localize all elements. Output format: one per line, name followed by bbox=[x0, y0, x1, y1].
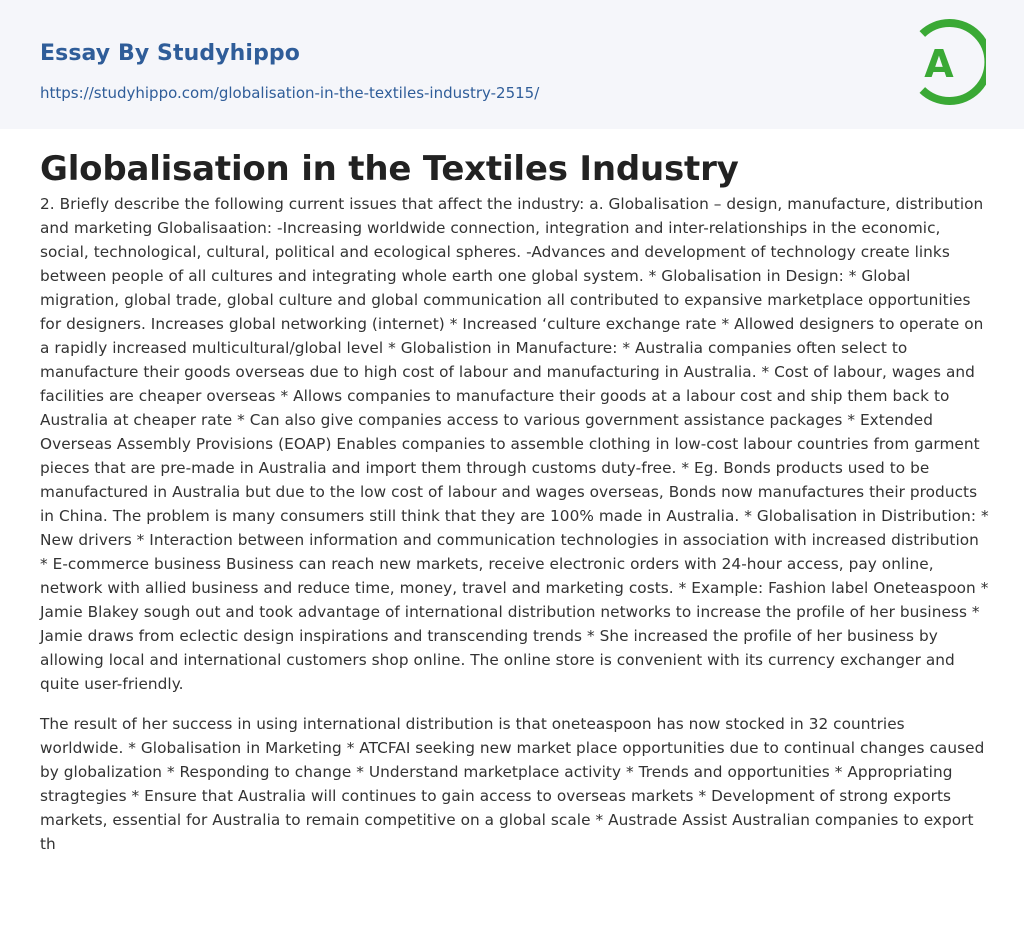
article-paragraph-2: The result of her success in using international distribution is that oneteaspoon has now stocked in 32 countries worldwide. * Globalisation in Marketing * ATCFAI seeking new market place opportunities due to continual changes caused by globalization * Responding to change * Understand marketplace activity * Trends and opportunities * Appropriating stragtegies * Ensure that Australia will continues to gain access to overseas markets * Development of strong exports markets, essential for Australia to remain competitive on a global scale * Austrade Assist Australian companies to export th bbox=[40, 715, 985, 853]
article-title: Globalisation in the Textiles Industry bbox=[40, 149, 739, 189]
site-header bbox=[0, 0, 1024, 129]
page-url-link[interactable]: https://studyhippo.com/globalisation-in-the-textiles-industry-2515/ bbox=[40, 84, 540, 102]
article bbox=[40, 129, 990, 856]
circle-a-logo-icon[interactable] bbox=[912, 19, 986, 105]
site-brand[interactable]: Essay By Studyhippo bbox=[40, 41, 300, 66]
article-paragraph-1: 2. Briefly describe the following current issues that affect the industry: a. Globalisation – design, manufacture, distribution and marketing Globalisaation: -Increasing worldwide connection, integration and inter-relationships in the economic, social, technological, cultural, political and ecological spheres. -Advances and development of technology create links between people of all cultures and integrating whole earth one global system. * Globalisation in Design: * Global migration, global trade, global culture and global communication all contributed to expansive marketplace opportunities for designers. Increases global networking (internet) * Increased ‘culture exchange rate * Allowed designers to operate on a rapidly increased multicultural/global level * Globalistion in Manufacture: * Australia companies often select to manufacture their goods overseas due to high cost of labour and manufacturing in Australia. * Cost of labour, wages and facilities are cheaper overseas * Allows companies to manufacture their goods at a labour cost and ship them back to Australia at cheaper rate * Can also give companies access to various government assistance packages * Extended Overseas Assembly Provisions (EOAP) Enables companies to assemble clothing in low-cost labour countries from garment pieces that are pre-made in Australia and import them through customs duty-free. * Eg. Bonds products used to be manufactured in Australia but due to the low cost of labour and wages overseas, Bonds now manufactures their products in China. The problem is many consumers still think that they are 100% made in Australia. * Globalisation in Distribution: * New drivers * Interaction between information and communication technologies in association with increased distribution * E-commerce business Business can reach new markets, receive electronic orders with 24-hour access, pay online, network with allied business and reduce time, money, travel and marketing costs. * Example: Fashion label Oneteaspoon * Jamie Blakey sough out and took advantage of international distribution networks to increase the profile of her business * Jamie draws from eclectic design inspirations and transcending trends * She increased the profile of her business by allowing local and international customers shop online. The online store is convenient with its currency exchanger and quite user-friendly. bbox=[40, 195, 989, 693]
logo-letter: A bbox=[924, 42, 954, 86]
